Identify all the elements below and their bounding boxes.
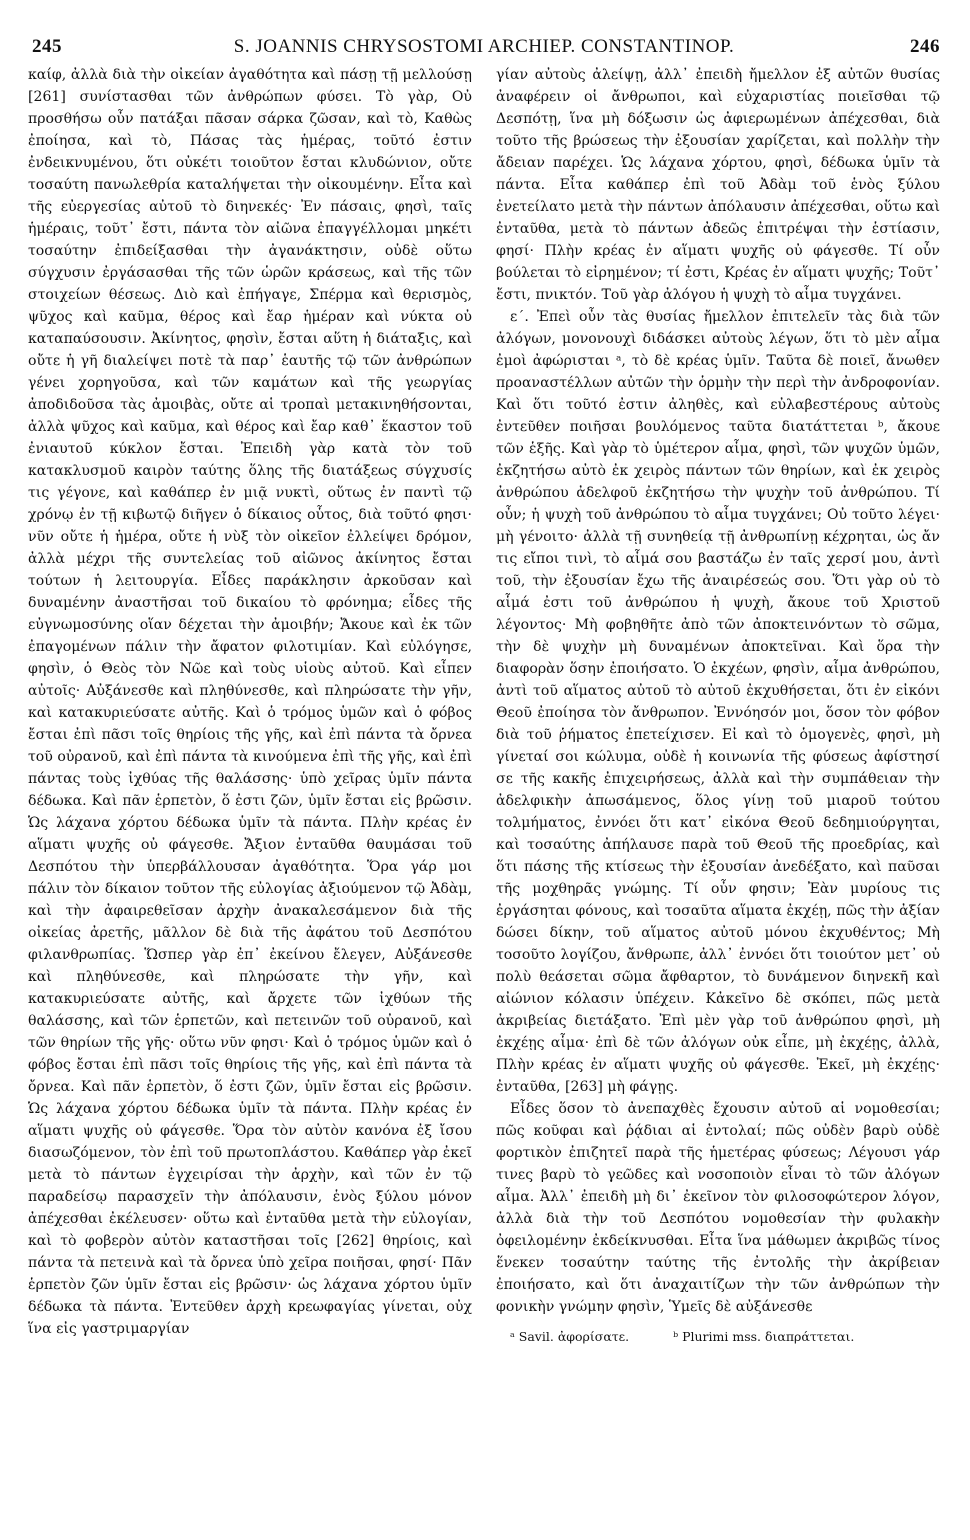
footnotes bbox=[496, 1328, 940, 1346]
footnote-a: ᵃ Savil. ἀφορίσατε. bbox=[510, 1329, 630, 1344]
right-paragraph-1: γίαν αὐτοὺς ἀλείψῃ, ἀλλ᾽ ἐπειδὴ ἤμελλον ἐξ αὐτῶν θυσίας ἀναφέρειν οἱ ἄνθρωποι, καὶ εὐχαριστίας ποιεῖσθαι τῷ Δεσπότῃ, ἵνα μὴ δόξωσιν ὡς ἀφιερωμένων ἀπέχεσθαι, διὰ τοῦτο τῆς βρώσεως τὴν ἐξουσίαν χαρίζεται, καὶ πολλὴν τὴν ἄδειαν παρέχει. Ὡς λάχανα χόρτου, φησὶ, δέδωκα ὑμῖν τὰ πάντα. Εἶτα καθάπερ ἐπὶ τοῦ Ἀδὰμ τοῦ ἑνὸς ξύλου ἐνετείλατο μετὰ τὴν πάντων ἀπόλαυσιν ἀπέχεσθαι, οὕτω καὶ ἐνταῦθα, μετὰ τὸ πάντων ἀδεῶς ἐπιτρέψαι τὴν ἑστίασιν, φησί· Πλὴν κρέας ἐν αἵματι ψυχῆς οὐ φάγεσθε. Τί οὖν βούλεται τὸ εἰρημένον; τί ἐστι, Κρέας ἐν αἵματι ψυχῆς; Τοῦτ᾽ ἔστι, πνικτόν. Τοῦ γὰρ ἀλόγου ἡ ψυχὴ τὸ αἷμα τυγχάνει. bbox=[496, 67, 940, 303]
page-header bbox=[28, 34, 940, 60]
right-paragraph-2: ε΄. Ἐπεὶ οὖν τὰς θυσίας ἤμελλον ἐπιτελεῖν τὰς διὰ τῶν ἀλόγων, μονονουχὶ διδάσκει αὐτοὺς λέγων, ὅτι τὸ μὲν αἷμα ἐμοὶ ἀφώρισται ᵃ, τὸ δὲ κρέας ὑμῖν. Ταῦτα δὲ ποιεῖ, ἄνωθεν προαναστέλλων αὐτῶν τὴν ὁρμὴν τὴν περὶ τὴν ἀνδροφονίαν. Καὶ ὅτι τοῦτό ἐστιν ἀληθὲς, καὶ εὐλαβεστέρους αὐτοὺς ἐντεῦθεν ποιῆσαι βουλόμενος ταῦτα διατάττεται ᵇ, ἄκουε τῶν ἑξῆς. Καὶ γὰρ τὸ ὑμέτερον αἷμα, φησὶ, τῶν ψυχῶν ὑμῶν, ἐκζητήσω αὐτὸ ἐκ χειρὸς πάντων τῶν θηρίων, καὶ ἐκ χειρὸς ἀνθρώπου ἀδελφοῦ ἐκζητήσω τὴν ψυχὴν τοῦ ἀνθρώπου. Τί οὖν; ἡ ψυχὴ τοῦ ἀνθρώπου τὸ αἷμα τυγχάνει; Οὐ τοῦτο λέγει· μὴ γένοιτο· ἀλλὰ τῇ συνηθείᾳ τῇ ἀνθρωπίνῃ κέχρηται, ὡς ἄν τις εἴποι τινὶ, τὸ αἷμά σου βαστάζω ἐν ταῖς χερσί μου, ἀντὶ τοῦ, τὴν ἐξουσίαν ἔχω τῆς ἀναιρέσεώς σου. Ὅτι γὰρ οὐ τὸ αἷμά ἐστι τοῦ ἀνθρώπου ἡ ψυχὴ, ἄκουε τοῦ Χριστοῦ λέγοντος· Μὴ φοβηθῆτε ἀπὸ τῶν ἀποκτεινόντων τὸ σῶμα, τὴν δὲ ψυχὴν μὴ δυναμένων ἀποκτεῖναι. Καὶ ὅρα τὴν διαφορὰν ὅσην ἐποιήσατο. Ὁ ἐκχέων, φησὶν, αἷμα ἀνθρώπου, ἀντὶ τοῦ αἵματος αὐτοῦ τὸ αὐτοῦ ἐκχυθήσεται, ὅτι ἐν εἰκόνι Θεοῦ ἐποίησα τὸν ἄνθρωπον. Ἐννόησόν μοι, ὅσον τὸν φόβον διὰ τοῦ ῥήματος ἐπετείχισεν. Εἰ καὶ τὸ ὁμογενὲς, φησὶ, μὴ γίνεταί σοι κώλυμα, οὐδὲ ἡ κοινωνία τῆς φύσεως ἀφίστησί σε τῆς κακῆς ἐπιχειρήσεως, ἀλλὰ καὶ τὴν συμπάθειαν τὴν ἀδελφικὴν ἀπωσάμενος, ὅλος γίνῃ τοῦ μιαροῦ τούτου τολμήματος, ἐννόει ὅτι κατ᾽ εἰκόνα Θεοῦ δεδημιούργηται, καὶ τοσαύτης ἀπήλαυσε παρὰ τοῦ Θεοῦ τῆς προεδρίας, καὶ ὅτι πάσης τῆς κτίσεως τὴν ἐξουσίαν ἀνεδέξατο, καὶ παῦσαι τῆς μοχθηρᾶς γνώμης. Τί οὖν φησιν; Ἐὰν μυρίους τις ἐργάσηται φόνους, καὶ τοσαῦτα αἵματα ἐκχέῃ, πῶς τὴν ἀξίαν δώσει δίκην, τοῦ αἵματος αὐτοῦ μόνου ἐκχυθέντος; Μὴ τοσοῦτο λογίζου, ἄνθρωπε, ἀλλ᾽ ἐννόει ὅτι τοιούτον μετ᾽ οὐ πολὺ θεάσεται σῶμα ἄφθαρτον, τὸ δυνάμενον διηνεκῆ καὶ αἰώνιον κόλασιν ὑπέχειν. Κἀκεῖνο δὲ σκόπει, πῶς μετὰ ἀκριβείας διετάξατο. Ἐπὶ μὲν γὰρ τοῦ ἀνθρώπου φησὶ, μὴ ἐκχέῃς αἷμα· ἐπὶ δὲ τῶν ἀλόγων οὐκ εἶπε, μὴ ἐκχέῃς, ἀλλὰ, Πλὴν κρέας ἐν αἵματι ψυχῆς οὐ φάγεσθε. Ἐκεῖ, μὴ ἐκχέῃς· ἐνταῦθα, [263] μὴ φάγῃς. bbox=[496, 309, 940, 1095]
left-column bbox=[28, 64, 472, 1346]
right-paragraph-3: Εἶδες ὅσον τὸ ἀνεπαχθὲς ἔχουσιν αὐτοῦ αἱ νομοθεσίαι; πῶς κοῦφαι καὶ ῥᾴδιαι αἱ ἐντολαί; πῶς οὐδὲν βαρὺ οὐδὲ φορτικὸν ἐπιζητεῖ παρὰ τῆς ἡμετέρας φύσεως; Λέγουσι γάρ τινες βαρὺ τὸ γεῶδες καὶ νοσοποιὸν εἶναι τὸ τῶν ἀλόγων αἷμα. Ἀλλ᾽ ἐπειδὴ μὴ δι᾽ ἐκεῖνον τὸν φιλοσοφώτερον λόγον, ἀλλὰ διὰ τὴν τοῦ Δεσπότου νομοθεσίαν τὴν φυλακὴν ὀφειλομένην ἐκδείκνυσθαι. Εἶτα ἵνα μάθωμεν ἀκριβῶς τίνος ἕνεκεν τοσαύτην ταύτης τῆς ἐντολῆς τὴν ἀκρίβειαν ἐποιήσατο, καὶ ὅτι ἀναχαιτίζων τὴν τῶν ἀνθρώπων τὴν φονικὴν γνώμην φησὶν, Ὑμεῖς δὲ αὐξάνεσθε bbox=[496, 1101, 940, 1315]
right-column bbox=[496, 64, 940, 1346]
page-number-left: 245 bbox=[32, 36, 62, 57]
left-paragraph-1: καίφ, ἀλλὰ διὰ τὴν οἰκείαν ἀγαθότητα καὶ πάσῃ τῇ μελλούσῃ [261] συνίστασθαι τῶν ἀνθρώπων φύσει. Τὸ γὰρ, Οὐ προσθήσω οὖν πατάξαι πᾶσαν σάρκα ζῶσαν, καὶ τὸ, Καθὼς ἐποίησα, καὶ τὸ, Πάσας τὰς ἡμέρας, τοῦτό ἐστιν ἐνδεικνυμένου, ὅτι οὐκέτι τοιοῦτον ἔσται κλυδώνιον, οὔτε τοσαύτη πανωλεθρία καταλήψεται τὴν οἰκουμένην. Εἶτα καὶ τῆς εὐεργεσίας αὐτοῦ τὸ διηνεκές· Ἐν πάσαις, φησὶ, ταῖς ἡμέραις, τοῦτ᾽ ἔστι, πάντα τὸν αἰῶνα ἐπαγγέλλομαι μηκέτι τοσαύτην ἐπιδείξασθαι τὴν ἀγανάκτησιν, οὐδὲ οὕτω σύγχυσιν ἐργάσασθαι τῆς τῶν ὡρῶν κράσεως, καὶ τῆς τῶν στοιχείων θέσεως. Διὸ καὶ ἐπήγαγε, Σπέρμα καὶ θερισμὸς, ψῦχος καὶ καῦμα, θέρος καὶ ἔαρ ἡμέραν καὶ νύκτα οὐ καταπαύσουσιν. Ἀκίνητος, φησὶν, ἔσται αὕτη ἡ διάταξις, καὶ οὔτε ἡ γῆ διαλείψει ποτὲ τὰ παρ᾽ ἑαυτῆς τῷ τῶν ἀνθρώπων γένει χορηγοῦσα, καὶ τῶν καμάτων καὶ τῆς γεωργίας ἀποδιδοῦσα τὰς ἀμοιβὰς, οὔτε αἱ τροπαὶ μετακινηθήσονται, ἀλλὰ ψῦχος καὶ καῦμα, καὶ θέρος καὶ ἔαρ καθ᾽ ἕκαστον τοῦ ἐνιαυτοῦ κύκλον ἔσται. Ἐπειδὴ γὰρ κατὰ τὸν τοῦ κατακλυσμοῦ καιρὸν ταύτης ὅλης τῆς διατάξεως σύγχυσίς τις γέγονε, καὶ καθάπερ ἐν μιᾷ νυκτὶ, οὕτως ἐν παντὶ τῷ χρόνῳ ἐν τῇ κιβωτῷ διῆγεν ὁ δίκαιος οὗτος, διὰ τοῦτό φησι· νῦν οὔτε ἡ ἡμέρα, οὔτε ἡ νὺξ τὸν οἰκεῖον ἐλλείψει δρόμον, ἀλλὰ μέχρι τῆς συντελείας τοῦ αἰῶνος ἀκίνητος ἔσται τούτων ἡ λειτουργία. Εἶδες παράκλησιν ἀρκοῦσαν καὶ δυναμένην ἀναστῆσαι τοῦ δικαίου τὸ φρόνημα; εἶδες τῆς εὐγνωμοσύνης οἵαν δέχεται τὴν ἀμοιβήν; Ἄκουε καὶ ἐκ τῶν ἐπαγομένων πάλιν τὴν ἄφατον φιλοτιμίαν. Καὶ εὐλόγησε, φησὶν, ὁ Θεὸς τὸν Νῶε καὶ τοὺς υἱοὺς αὐτοῦ. Καὶ εἶπεν αὐτοῖς· Αὐξάνεσθε καὶ πληθύνεσθε, καὶ πληρώσατε τὴν γῆν, καὶ κατακυριεύσατε αὐτῆς. Καὶ ὁ τρόμος ὑμῶν καὶ ὁ φόβος ἔσται ἐπὶ πᾶσι τοῖς θηρίοις τῆς γῆς, καὶ ἐπὶ πάντα τὰ ὄρνεα τοῦ οὐρανοῦ, καὶ ἐπὶ πάντα τὰ κινούμενα ἐπὶ τῆς γῆς, καὶ ἐπὶ πάντας τοὺς ἰχθύας τῆς θαλάσσης· ὑπὸ χεῖρας ὑμῖν πάντα δέδωκα. Καὶ πᾶν ἑρπετὸν, ὅ ἐστι ζῶν, ὑμῖν ἔσται εἰς βρῶσιν. Ὡς λάχανα χόρτου δέδωκα ὑμῖν τὰ πάντα. Πλὴν κρέας ἐν αἵματι ψυχῆς οὐ φάγεσθε. Ἄξιον ἐνταῦθα θαυμάσαι τοῦ Δεσπότου τὴν ὑπερβάλλουσαν ἀγαθότητα. Ὅρα γάρ μοι πάλιν τὸν δίκαιον τοῦτον τῆς εὐλογίας ἀξιούμενον τῷ Ἀδὰμ, καὶ τὴν ἀφαιρεθεῖσαν ἀρχὴν ἀνακαλεσάμενον διὰ τῆς οἰκείας ἀρετῆς, μᾶλλον δὲ διὰ τῆς ἀφάτου τοῦ Δεσπότου φιλανθρωπίας. Ὥσπερ γὰρ ἐπ᾽ ἐκείνου ἔλεγεν, Αὐξάνεσθε καὶ πληθύνεσθε, καὶ πληρώσατε τὴν γῆν, καὶ κατακυριεύσατε αὐτῆς, καὶ ἄρχετε τῶν ἰχθύων τῆς θαλάσσης, καὶ τῶν ἑρπετῶν, καὶ πετεινῶν τοῦ οὐρανοῦ, καὶ τῶν θηρίων τῆς γῆς· οὕτω νῦν φησι· Καὶ ὁ τρόμος ὑμῶν καὶ ὁ φόβος ἔσται ἐπὶ πᾶσι τοῖς θηρίοις τῆς γῆς, καὶ ἐπὶ πάντα τὰ ὄρνεα. Καὶ πᾶν ἑρπετὸν, ὅ ἐστι ζῶν, ὑμῖν ἔσται εἰς βρῶσιν. Ὡς λάχανα χόρτου δέδωκα ὑμῖν τὰ πάντα. Πλὴν κρέας ἐν αἵματι ψυχῆς οὐ φάγεσθε. Ὅρα τὸν αὐτὸν κανόνα ἐξ ἴσου διασωζόμενον, τὸν ἐπὶ τοῦ πρωτοπλάστου. Καθάπερ γὰρ ἐκεῖ μετὰ τὸ πάντων ἐγχειρίσαι τὴν ἀρχὴν, καὶ τῶν ἐν τῷ παραδείσῳ παρασχεῖν τὴν ἀπόλαυσιν, ἑνὸς ξύλου μόνον ἀπέχεσθαι ἐκέλευσεν· οὕτω καὶ ἐνταῦθα μετὰ τὴν εὐλογίαν, καὶ τὸ φοβερὸν αὐτὸν καταστῆσαι τοῖς [262] θηρίοις, καὶ πάντα τὰ πετεινὰ καὶ τὰ ὄρνεα ὑπὸ χεῖρα ποιῆσαι, φησί· Πᾶν ἑρπετὸν ζῶν ὑμῖν ἔσται εἰς βρῶσιν· ὡς λάχανα χόρτου ὑμῖν δέδωκα τὰ πάντα. Ἐντεῦθεν ἀρχὴ κρεωφαγίας γίνεται, οὐχ ἵνα εἰς γαστριμαργίαν bbox=[28, 67, 472, 1337]
footnote-b: ᵇ Plurimi mss. διαπράττεται. bbox=[673, 1329, 855, 1344]
text-columns bbox=[28, 64, 940, 1346]
page-number-right: 246 bbox=[910, 36, 940, 57]
running-title: S. JOANNIS CHRYSOSTOMI ARCHIEP. CONSTANTINOP. bbox=[233, 36, 735, 57]
